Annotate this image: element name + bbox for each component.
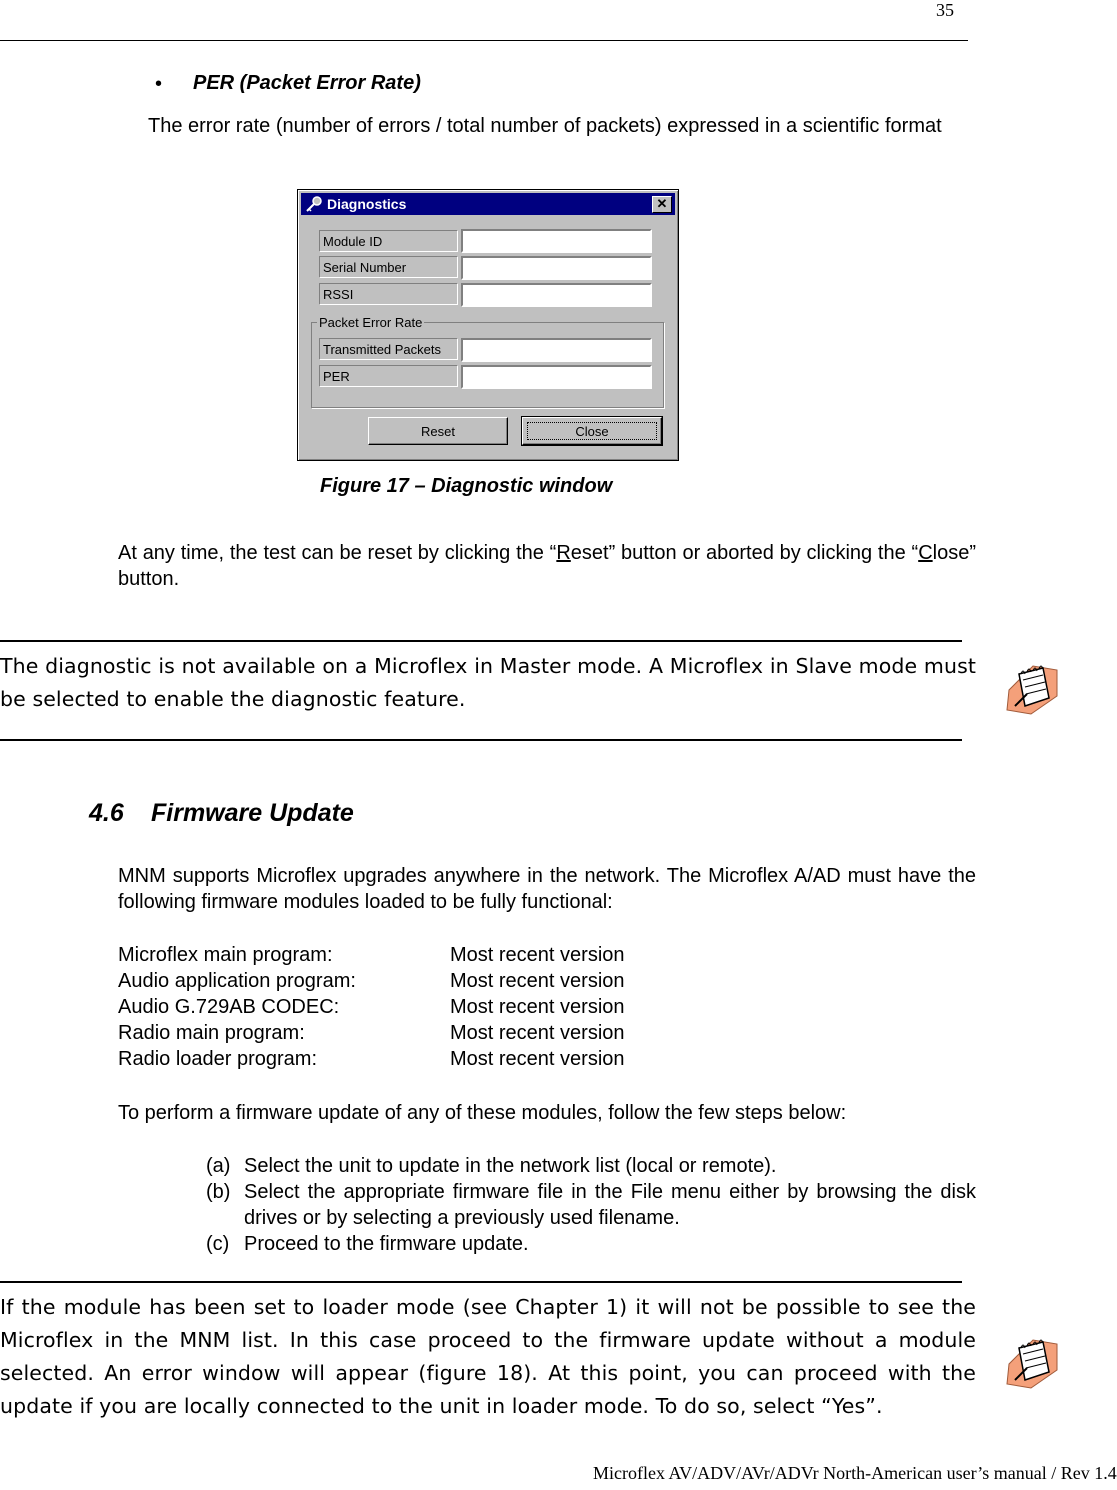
note-master-mode: The diagnostic is not available on a Microflex in Master mode. A Microflex in Slave mode must be selected to enable the diagnostic feature. [0,654,976,711]
module-version: Most recent version [450,970,625,992]
close-button[interactable] [522,417,662,445]
note-loader-mode: If the module has been set to loader mode (see Chapter 1) it will not be possible to see the Microflex in the MNM list. In this case proceed to the firmware update without a module selected. An error window will appear (figure 18). At this point, you can proceed with the update if you are locally connected to the unit in loader mode. To do so, select “Yes”. [0,1295,976,1418]
reset-text-3: lose” button. [118,542,976,590]
diagnostics-window [297,189,679,461]
module-name: Audio G.729AB CODEC: [118,996,340,1018]
step-text: Select the unit to update in the network list (local or remote). [244,1155,777,1177]
note-rule-top [0,1281,962,1283]
notepad-icon [1003,1334,1061,1390]
module-name: Microflex main program: [118,944,333,966]
step-item [206,1231,976,1257]
per-heading: PER (Packet Error Rate) [193,72,421,94]
reset-button[interactable] [368,417,508,445]
reset-button-label: Reset [421,424,455,439]
close-icon[interactable]: ✕ [652,196,672,213]
module-version: Most recent version [450,944,625,966]
notepad-icon [1003,660,1061,716]
per-field[interactable] [461,365,652,389]
step-label: (a) [206,1155,231,1177]
module-row [118,968,818,994]
key-icon [305,196,323,212]
step-item [206,1179,976,1231]
close-hotkey: C [918,542,933,564]
section-number: 4.6 [89,799,124,827]
group-caption: Packet Error Rate [319,315,423,330]
section-title: Firmware Update [151,799,354,827]
module-row [118,1046,818,1072]
module-id-field[interactable] [461,229,652,253]
rssi-label: RSSI [319,283,458,305]
window-title: Diagnostics [327,196,407,212]
step-label: (b) [206,1181,231,1203]
page-footer: Microflex AV/ADV/AVr/ADVr North-American user’s manual / Rev 1.4 [593,1463,1117,1483]
steps-list [206,1153,976,1257]
transmitted-packets-label: Transmitted Packets [319,338,458,360]
close-button-label: Close [575,424,609,439]
per-description: The error rate (number of errors / total number of packets) expressed in a scientific format [148,115,942,137]
module-version: Most recent version [450,996,625,1018]
module-name: Radio loader program: [118,1048,317,1070]
note-rule-top [0,640,962,642]
step-text: Select the appropriate firmware file in the File menu either by browsing the disk drives or by selecting a previously used filename. [244,1181,976,1229]
module-version: Most recent version [450,1022,625,1044]
module-list [118,942,818,1072]
per-label: PER [319,365,458,387]
module-row [118,994,818,1020]
step-text: Proceed to the firmware update. [244,1233,529,1255]
serial-number-field[interactable] [461,256,652,280]
page-number: 35 [936,0,954,20]
module-name: Radio main program: [118,1022,305,1044]
header-rule [0,40,968,41]
reset-paragraph [118,540,976,592]
section-intro: MNM supports Microflex upgrades anywhere in the network. The Microflex A/AD must have the following firmware modules loaded to be fully functional: [118,865,976,913]
module-row [118,1020,818,1046]
module-row [118,942,818,968]
reset-text-2: eset” button or aborted by clicking the “ [570,542,919,564]
reset-text-1: At any time, the test can be reset by clicking the “ [118,542,557,564]
note-rule-bottom [0,739,962,741]
figure-caption: Figure 17 – Diagnostic window [320,475,613,497]
module-name: Audio application program: [118,970,356,992]
transmitted-packets-field[interactable] [461,338,652,362]
title-bar [301,193,675,215]
module-id-label: Module ID [319,230,458,252]
per-bullet: • [155,73,163,95]
reset-hotkey: R [556,542,571,564]
steps-intro: To perform a firmware update of any of these modules, follow the few steps below: [118,1102,847,1124]
serial-number-label: Serial Number [319,256,458,278]
rssi-field[interactable] [461,283,652,307]
step-label: (c) [206,1233,230,1255]
module-version: Most recent version [450,1048,625,1070]
focus-rect [527,422,657,440]
step-item [206,1153,976,1179]
